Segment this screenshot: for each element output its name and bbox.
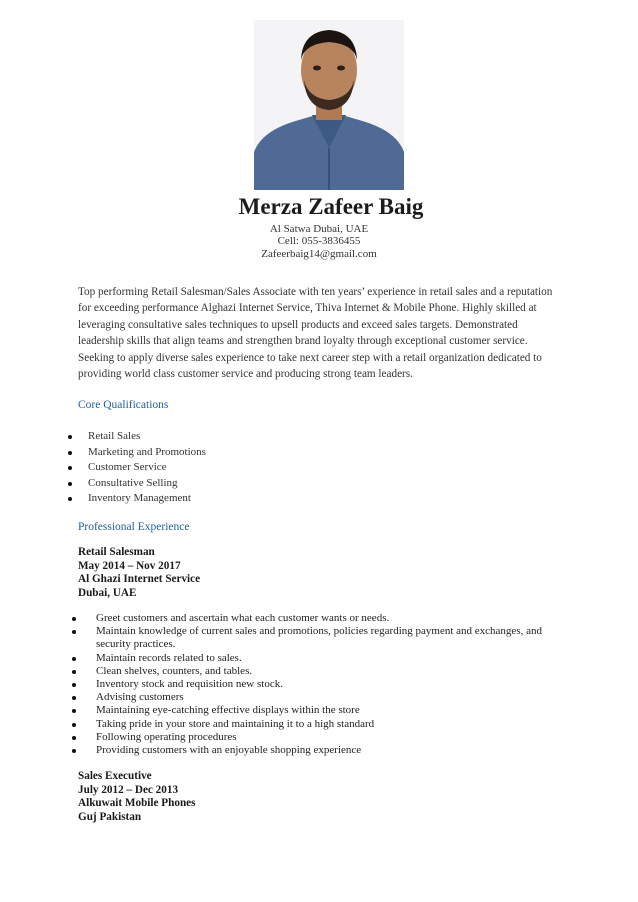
summary-line: Top performing Retail Salesman/Sales Associate with ten years’ experience in retail sales and a reputation — [78, 286, 553, 298]
email: Zafeerbaig14@gmail.com — [261, 248, 377, 260]
profile-photo — [254, 20, 404, 190]
bullet-icon — [68, 482, 72, 486]
bullet-icon — [72, 657, 76, 661]
list-item: Customer Service — [62, 460, 206, 476]
core-qualifications-list — [62, 429, 206, 507]
list-item: Maintain records related to sales. — [62, 652, 562, 665]
bullet-icon — [72, 736, 76, 740]
job-dates: May 2014 – Nov 2017 — [78, 559, 181, 572]
list-item: Retail Sales — [62, 429, 206, 445]
summary-line: leveraging consultative sales techniques to upsell products and exceed sales targets. Demonstrated — [78, 318, 518, 331]
summary-line: leadership skills that align teams and strengthen brand loyalty through exceptional customer service. — [78, 335, 528, 348]
bullet-icon — [68, 497, 72, 501]
address: Al Satwa Dubai, UAE — [269, 223, 369, 235]
job-title: Retail Salesman — [78, 546, 155, 558]
list-item: Providing customers with an enjoyable shopping experience — [62, 744, 562, 757]
summary-line: Seeking to apply diverse sales experience to take next career step with a retail organization dedicated to — [78, 351, 542, 364]
job-company: Alkuwait Mobile Phones — [78, 797, 196, 810]
bullet-icon — [72, 630, 76, 634]
professional-experience-heading: Professional Experience — [78, 521, 190, 533]
list-item: Taking pride in your store and maintaining it to a high standard — [62, 718, 562, 731]
list-item: Inventory Management — [62, 491, 206, 507]
phone: Cell: 055-3836455 — [277, 235, 361, 247]
job-1-header — [78, 546, 200, 600]
list-item: Marketing and Promotions — [62, 445, 206, 461]
list-item: Maintaining eye-catching effective displays within the store — [62, 704, 562, 717]
list-item: Inventory stock and requisition new stock. — [62, 678, 562, 691]
bullet-icon — [68, 435, 72, 439]
bullet-icon — [72, 670, 76, 674]
list-item: Clean shelves, counters, and tables. — [62, 665, 562, 678]
core-qualifications-heading: Core Qualifications — [78, 399, 169, 411]
summary-line: providing world class customer service and producing strong team leaders. — [78, 368, 413, 381]
job-dates: July 2012 – Dec 2013 — [78, 783, 179, 796]
summary — [78, 284, 563, 382]
list-item: Advising customers — [62, 691, 562, 704]
bullet-icon — [68, 466, 72, 470]
bullet-icon — [72, 696, 76, 700]
bullet-icon — [72, 749, 76, 753]
bullet-icon — [72, 723, 76, 727]
bullet-icon — [72, 709, 76, 713]
job-location: Guj Pakistan — [78, 810, 142, 823]
job-1-duties — [62, 612, 562, 757]
summary-line: for exceeding performance Alghazi Internet Service, Thiva Internet & Mobile Phone. Highly skilled at — [78, 302, 537, 315]
list-item: Maintain knowledge of current sales and promotions, policies regarding payment and exchanges, and security practices. — [62, 625, 562, 651]
bullet-icon — [72, 617, 76, 621]
bullet-icon — [72, 683, 76, 687]
job-title: Sales Executive — [78, 770, 152, 782]
job-2-header — [78, 770, 195, 824]
list-item: Consultative Selling — [62, 476, 206, 492]
bullet-icon — [68, 451, 72, 455]
job-company: Al Ghazi Internet Service — [78, 573, 201, 586]
candidate-name: Merza Zafeer Baig — [238, 194, 424, 219]
list-item: Greet customers and ascertain what each customer wants or needs. — [62, 612, 562, 625]
list-item: Following operating procedures — [62, 731, 562, 744]
job-location: Dubai, UAE — [78, 586, 137, 599]
